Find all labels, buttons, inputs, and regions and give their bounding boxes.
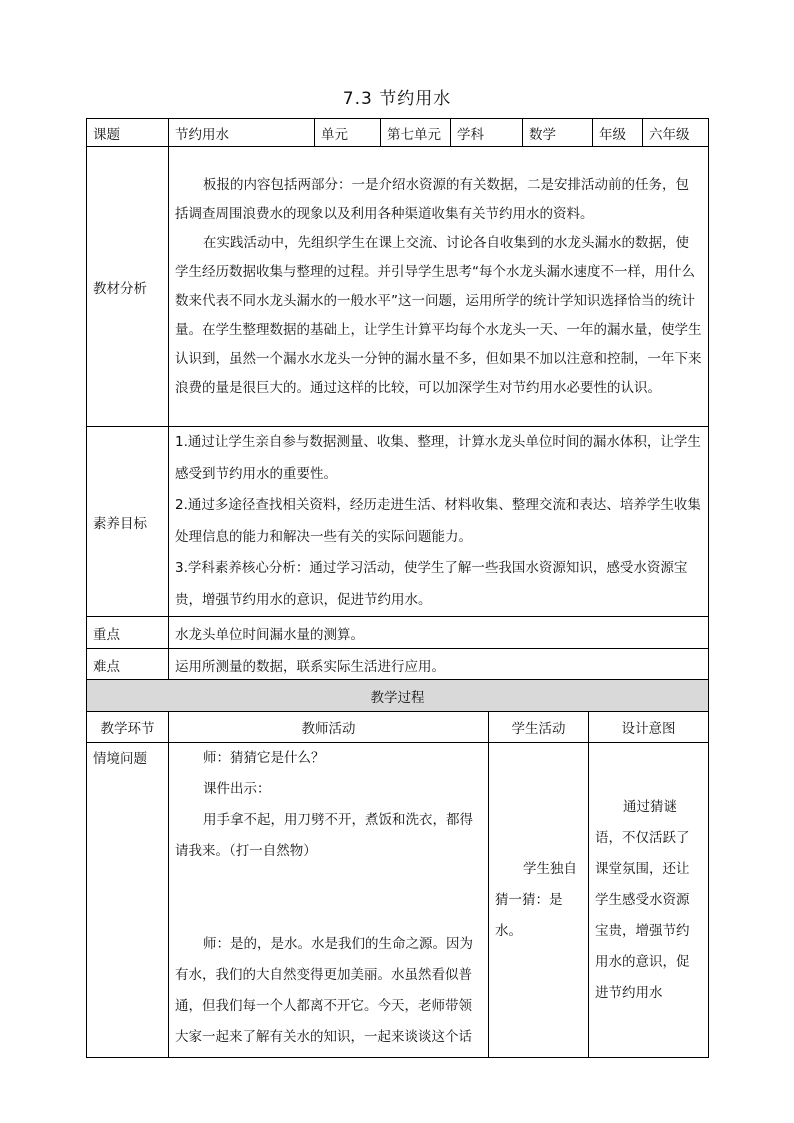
- subject-value: 数学: [523, 119, 593, 147]
- analysis-paragraph-1: 板报的内容包括两部分：一是介绍水资源的有关数据，二是安排活动前的任务，包括调查周围浪费水的现象以及利用各种渠道收集有关节约用水的资料。: [175, 176, 689, 222]
- process-header-row: [87, 712, 709, 743]
- analysis-content: [169, 147, 709, 427]
- process-table: [86, 679, 709, 1058]
- process-title-row: [87, 680, 709, 712]
- difficulty-text: 运用所测量的数据，联系实际生活进行应用。: [169, 649, 709, 681]
- difficulty-label: 难点: [87, 649, 169, 681]
- lesson-info-table: [86, 118, 709, 681]
- process-title: 教学过程: [87, 680, 709, 712]
- header-row: [87, 119, 709, 147]
- student-activity-text: 学生独自猜一猜：是水。: [495, 860, 577, 939]
- process-row-1: [87, 743, 709, 1058]
- difficulty-row: [87, 649, 709, 681]
- teacher-activity-cell: [169, 743, 489, 1058]
- analysis-label: 教材分析: [87, 147, 169, 427]
- teacher-line-1: 师：猜猜它是什么？: [203, 750, 325, 766]
- teacher-line-3: 用手拿不起，用刀劈不开，煮饭和洗衣，都得请我来。（打一自然物）: [175, 812, 473, 859]
- page-title: 7.3 节约用水: [342, 89, 452, 109]
- analysis-row: [87, 147, 709, 427]
- grade-label: 年级: [593, 119, 643, 147]
- design-intent-text: 通过猜谜语，不仅活跃了课堂氛围，还让学生感受水资源宝贵，增强节约用水的意识，促进节约用水: [595, 798, 690, 1001]
- col-design: 设计意图: [589, 712, 709, 743]
- col-student: 学生活动: [489, 712, 589, 743]
- key-point-label: 重点: [87, 617, 169, 649]
- topic-label: 课题: [87, 119, 169, 147]
- goals-content: [169, 427, 709, 617]
- subject-label: 学科: [451, 119, 523, 147]
- design-intent-cell: [589, 743, 709, 1058]
- teacher-line-4: 师：是的，是水。水是我们的生命之源。因为有水，我们的大自然变得更加美丽。水虽然看似普通，但我们每一个人都离不开它。今天，老师带领大家一起来了解有关水的知识，一起来谈谈这个话: [175, 936, 473, 1045]
- teacher-line-2: 课件出示：: [203, 781, 271, 797]
- stage-cell: 情境问题: [87, 743, 169, 1058]
- goal-1: 1.通过让学生亲自参与数据测量、收集、整理，计算水龙头单位时间的漏水体积，让学生感受到节约用水的重要性。: [175, 434, 701, 482]
- col-teacher: 教师活动: [169, 712, 489, 743]
- grade-value: 六年级: [643, 119, 709, 147]
- student-activity-cell: [489, 743, 589, 1058]
- topic-value: 节约用水: [169, 119, 315, 147]
- unit-value: 第七单元: [381, 119, 451, 147]
- goals-row: [87, 427, 709, 617]
- key-point-text: 水龙头单位时间漏水量的测算。: [169, 617, 709, 649]
- goal-3: 3.学科素养核心分析：通过学习活动，使学生了解一些我国水资源知识，感受水资源宝贵，增强节约用水的意识，促进节约用水。: [175, 560, 688, 608]
- goal-2: 2.通过多途径查找相关资料，经历走进生活、材料收集、整理交流和表达、培养学生收集处理信息的能力和解决一些有关的实际问题能力。: [175, 497, 701, 545]
- key-point-row: [87, 617, 709, 649]
- col-stage: 教学环节: [87, 712, 169, 743]
- analysis-paragraph-2: 在实践活动中，先组织学生在课上交流、讨论各自收集到的水龙头漏水的数据，使学生经历数据收集与整理的过程。并引导学生思考“每个水龙头漏水速度不一样，用什么数来代表不同水龙头漏水的一般水平”这一问题，运用所学的统计学知识选择恰当的统计量。在学生整理数据的基础上，让学生计算平均每个水龙头一天、一年的漏水量，使学生认识到，虽然一个漏水水龙头一分钟的漏水量不多，但如果不加以注意和控制，一年下来浪费的量是很巨大的。通过这样的比较，可以加深学生对节约用水必要性的认识。: [175, 234, 702, 396]
- goals-label: 素养目标: [87, 427, 169, 617]
- unit-label: 单元: [315, 119, 381, 147]
